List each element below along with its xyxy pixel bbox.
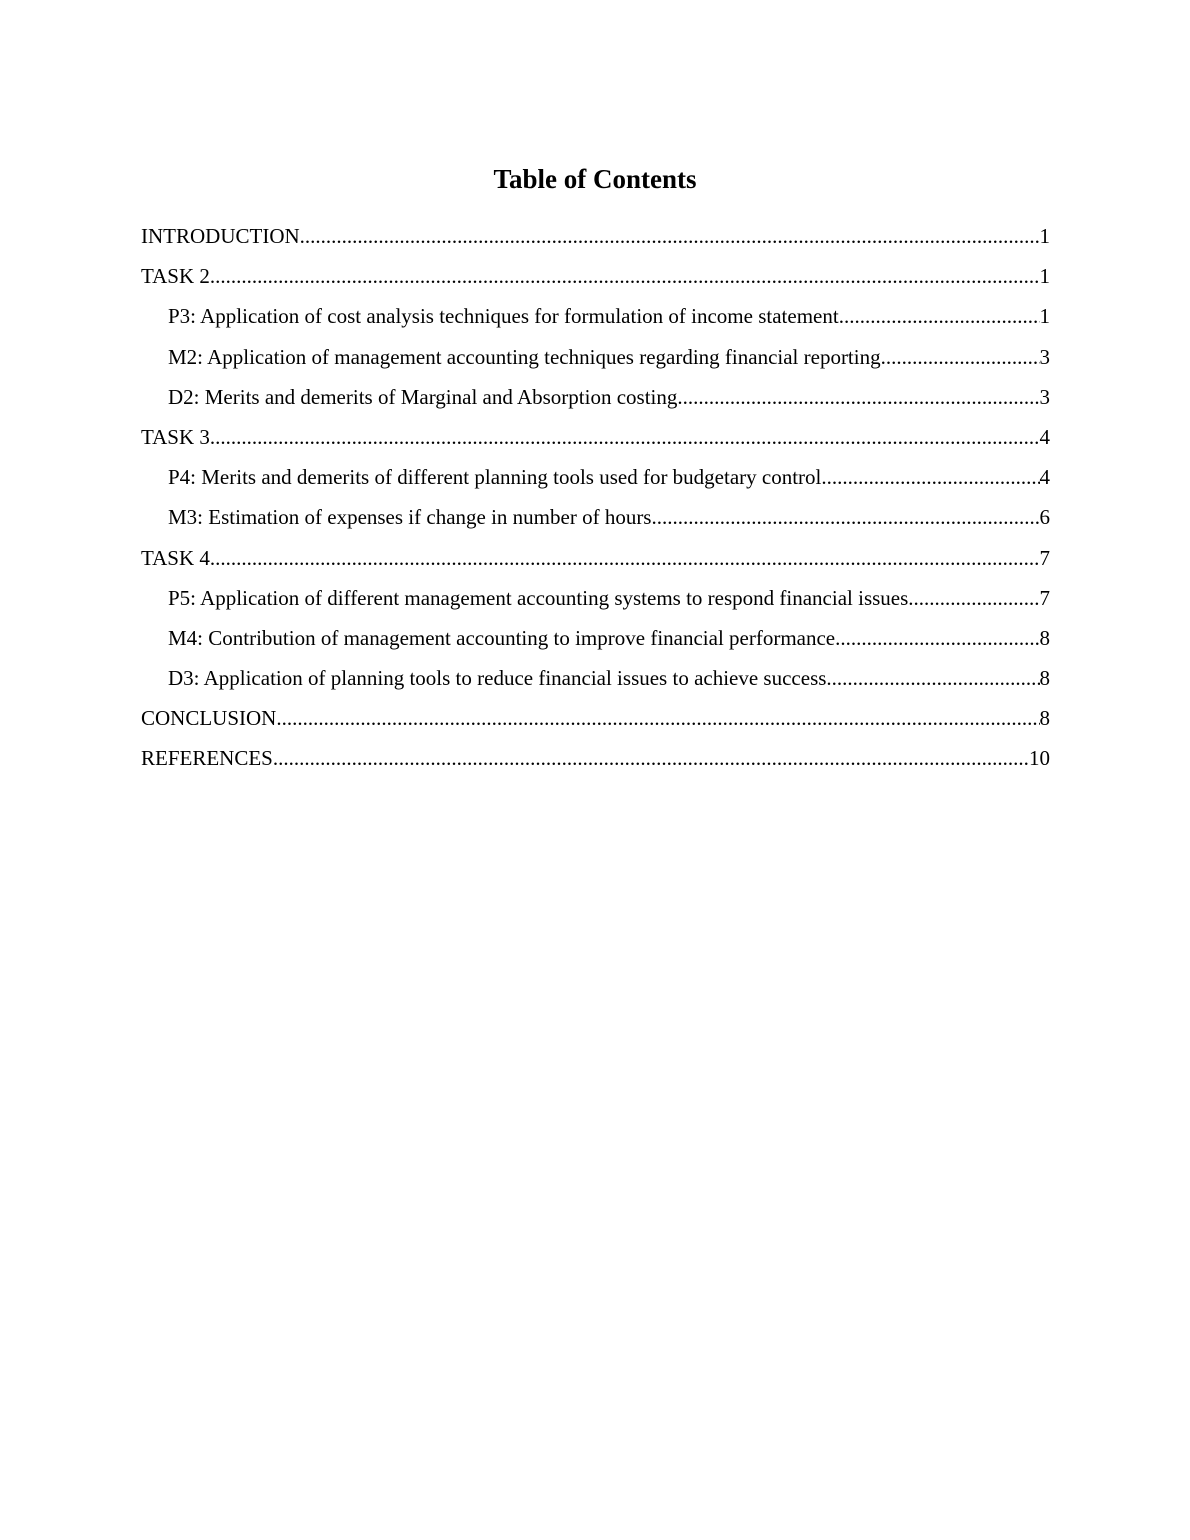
toc-entry-label: TASK 4	[141, 545, 210, 570]
toc-dot-leader	[210, 417, 1040, 457]
toc-entry-label: M3: Estimation of expenses if change in number of hours	[168, 505, 652, 530]
toc-entry-introduction[interactable]	[141, 216, 1050, 256]
toc-entry-label: INTRODUCTION	[141, 224, 300, 248]
toc-dot-leader	[835, 618, 1039, 658]
toc-entry-p4[interactable]	[141, 457, 1050, 497]
toc-dot-leader	[821, 457, 1039, 497]
toc-entry-conclusion[interactable]	[141, 698, 1050, 738]
toc-page-number: 7	[1039, 585, 1050, 610]
toc-entry-label: TASK 3	[141, 424, 210, 449]
toc-entry-label: P3: Application of cost analysis techniques for formulation of income statement	[168, 304, 839, 329]
toc-dot-leader	[210, 256, 1040, 296]
toc-entry-task-2[interactable]	[141, 256, 1050, 296]
toc-dot-leader	[300, 216, 1040, 256]
toc-dot-leader	[651, 497, 1039, 537]
toc-dot-leader	[273, 738, 1029, 778]
toc-entry-d2[interactable]	[141, 377, 1050, 417]
toc-entry-p3[interactable]	[141, 296, 1050, 336]
toc-list	[141, 216, 1050, 779]
toc-page-number: 3	[1039, 344, 1050, 369]
toc-entry-label: REFERENCES	[141, 746, 273, 771]
toc-page-number: 8	[1039, 666, 1050, 691]
toc-entry-label: D3: Application of planning tools to reduce financial issues to achieve success	[168, 666, 827, 691]
toc-title: Table of Contents	[493, 164, 697, 194]
toc-entry-label: P5: Application of different management accounting systems to respond financial issues	[168, 585, 909, 610]
toc-page-number: 10	[1029, 746, 1050, 771]
toc-entry-m2[interactable]	[141, 337, 1050, 377]
toc-dot-leader	[276, 698, 1039, 738]
toc-entry-d3[interactable]	[141, 658, 1050, 698]
toc-entry-references[interactable]	[141, 738, 1050, 778]
toc-dot-leader	[908, 578, 1039, 618]
toc-entry-p5[interactable]	[141, 578, 1050, 618]
toc-entry-label: D2: Merits and demerits of Marginal and Absorption costing	[168, 384, 678, 409]
toc-page-number: 8	[1039, 706, 1050, 731]
toc-entry-label: M2: Application of management accounting techniques regarding financial reporting	[168, 344, 881, 369]
toc-dot-leader	[210, 538, 1040, 578]
toc-page-number: 3	[1039, 384, 1050, 409]
toc-entry-task-4[interactable]	[141, 538, 1050, 578]
toc-dot-leader	[839, 296, 1040, 336]
toc-entry-label: M4: Contribution of management accounting to improve financial performance	[168, 625, 836, 650]
toc-page-number: 7	[1039, 545, 1050, 570]
toc-page-number: 4	[1039, 424, 1050, 449]
toc-dot-leader	[881, 337, 1040, 377]
toc-entry-m3[interactable]	[141, 497, 1050, 537]
toc-page-number: 8	[1039, 625, 1050, 650]
toc-entry-task-3[interactable]	[141, 417, 1050, 457]
toc-page-number: 1	[1039, 304, 1050, 329]
toc-dot-leader	[826, 658, 1039, 698]
toc-entry-label: P4: Merits and demerits of different planning tools used for budgetary control	[168, 465, 822, 490]
toc-page-number: 1	[1039, 224, 1050, 248]
toc-page-number: 6	[1039, 505, 1050, 530]
toc-page-number: 1	[1039, 264, 1050, 289]
toc-entry-label: TASK 2	[141, 264, 210, 289]
toc-dot-leader	[677, 377, 1039, 417]
toc-page-number: 4	[1039, 465, 1050, 490]
toc-entry-label: CONCLUSION	[141, 706, 277, 731]
toc-entry-m4[interactable]	[141, 618, 1050, 658]
